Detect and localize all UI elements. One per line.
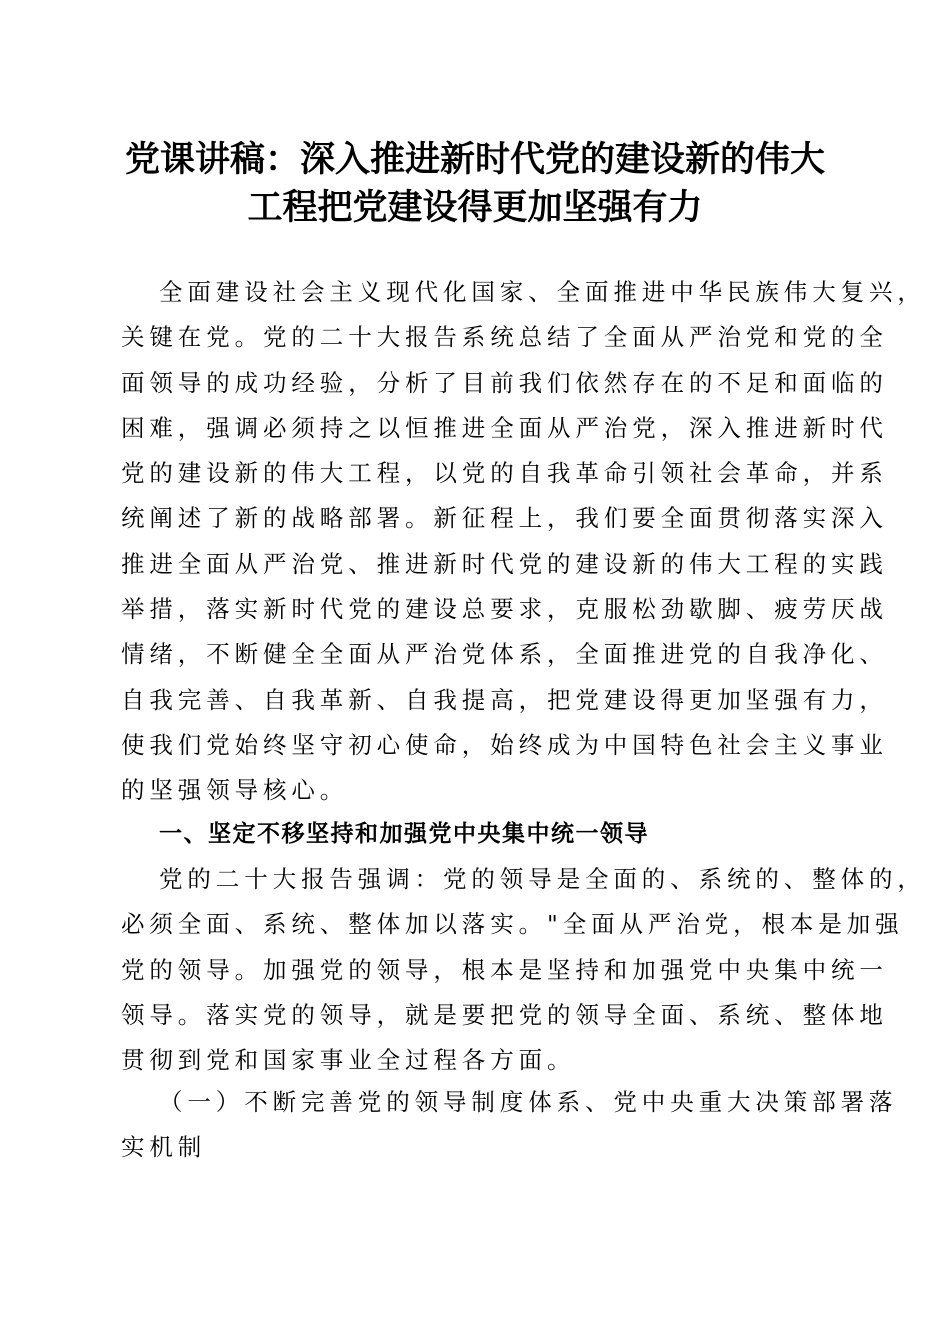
section-heading: 一、坚定不移坚持和加强党中央集中统一领导 <box>159 821 649 847</box>
paragraph-line: 情绪，不断健全全面从严治党体系，全面推进党的自我净化、 <box>121 640 888 669</box>
paragraph-line: 贯彻到党和国家事业全过程各方面。 <box>121 1046 576 1075</box>
paragraph-line: 党的二十大报告强调：党的领导是全面的、系统的、整体的， <box>159 865 926 893</box>
intro-paragraph <box>121 270 926 814</box>
subsection-heading <box>121 1080 898 1171</box>
subsection-line: （一）不断完善党的领导制度体系、党中央重大决策部署落 <box>159 1088 898 1116</box>
paragraph-line: 推进全面从严治党、推进新时代党的建设新的伟大工程的实践 <box>121 549 888 578</box>
paragraph-line: 面领导的成功经验，分析了目前我们依然存在的不足和面临的 <box>121 368 888 397</box>
paragraph-line: 举措，落实新时代党的建设总要求，克服松劲歇脚、疲劳厌战 <box>121 595 888 624</box>
paragraph-line: 的坚强领导核心。 <box>121 776 349 805</box>
section-paragraph <box>121 857 926 1083</box>
paragraph-line: 困难，强调必须持之以恒推进全面从严治党，深入推进新时代 <box>121 413 888 442</box>
paragraph-line: 必须全面、系统、整体加以落实。"全面从严治党，根本是加强 <box>121 910 904 939</box>
title-line-2: 工程把党建设得更加坚强有力 <box>247 187 703 228</box>
document-title <box>100 136 850 232</box>
paragraph-line: 关键在党。党的二十大报告系统总结了全面从严治党和党的全 <box>121 323 888 352</box>
paragraph-line: 领导。落实党的领导，就是要把党的领导全面、系统、整体地 <box>121 1000 888 1029</box>
subsection-line: 实机制 <box>121 1133 207 1162</box>
paragraph-line: 使我们党始终坚守初心使命，始终成为中国特色社会主义事业 <box>121 730 888 759</box>
paragraph-line: 党的建设新的伟大工程，以党的自我革命引领社会革命，并系 <box>121 459 888 488</box>
paragraph-line: 全面建设社会主义现代化国家、全面推进中华民族伟大复兴， <box>159 278 926 306</box>
title-line-1: 党课讲稿：深入推进新时代党的建设新的伟大 <box>124 139 825 180</box>
paragraph-line: 党的领导。加强党的领导，根本是坚持和加强党中央集中统一 <box>121 955 888 984</box>
paragraph-line: 自我完善、自我革新、自我提高，把党建设得更加坚强有力， <box>121 685 888 714</box>
paragraph-line: 统阐述了新的战略部署。新征程上，我们要全面贯彻落实深入 <box>121 504 888 533</box>
